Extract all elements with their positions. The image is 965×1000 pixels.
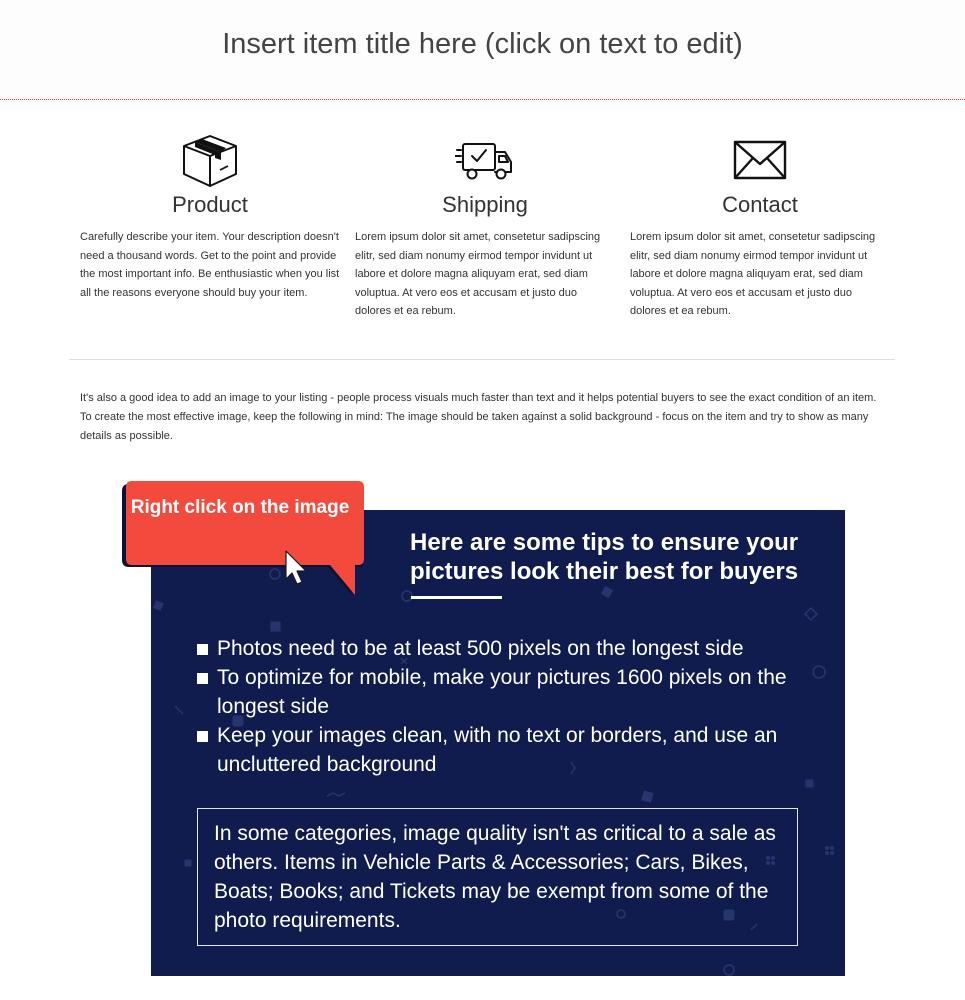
bullet-square-icon bbox=[197, 731, 208, 742]
truck-icon bbox=[455, 132, 515, 188]
callout-text: Right click on the image bbox=[130, 497, 350, 518]
feature-text: Carefully describe your item. Your description doesn't need a thousand words. Get to the point and provide the most important info. Be enthusiastic when you list all the reasons everyone should buy your item. bbox=[80, 231, 340, 299]
heading-underline bbox=[411, 596, 502, 599]
exemption-note-box bbox=[197, 808, 798, 946]
feature-text: Lorem ipsum dolor sit amet, consetetur sadipscing elitr, sed diam nonumy eirmod tempor invidunt ut labore et dolore magna aliquyam erat, sed diam voluptua. At vero eos et accusam et justo duo dolores et ea rebum. bbox=[355, 231, 601, 318]
envelope-icon bbox=[730, 132, 790, 188]
item-title[interactable]: Insert item title here (click on text to edit) bbox=[222, 28, 743, 60]
tip-item: Keep your images clean, with no text or borders, and use an uncluttered background bbox=[197, 721, 797, 779]
feature-heading: Product bbox=[172, 192, 248, 217]
section-divider bbox=[69, 359, 895, 360]
feature-product bbox=[80, 132, 340, 302]
feature-heading: Shipping bbox=[442, 192, 528, 217]
feature-shipping bbox=[355, 132, 615, 321]
bullet-square-icon bbox=[197, 644, 208, 655]
tip-item: Photos need to be at least 500 pixels on the longest side bbox=[197, 634, 797, 663]
feature-contact bbox=[630, 132, 890, 321]
dotted-divider bbox=[0, 99, 965, 100]
exemption-note: In some categories, image quality isn't as critical to a sale as others. Items in Vehicle Parts & Accessories; Cars, Bikes, Boats; Books; and Tickets may be exempt from some of the photo requirements. bbox=[214, 822, 776, 932]
tip-item: To optimize for mobile, make your pictures 1600 pixels on the longest side bbox=[197, 663, 797, 721]
box-icon bbox=[180, 132, 240, 188]
bullet-square-icon bbox=[197, 673, 208, 684]
feature-text: Lorem ipsum dolor sit amet, consetetur sadipscing elitr, sed diam nonumy eirmod tempor invidunt ut labore et dolore magna aliquyam erat, sed diam voluptua. At vero eos et accusam et justo duo dolores et ea rebum. bbox=[630, 231, 876, 318]
intro-paragraph: It's also a good idea to add an image to your listing - people process visuals much faster than text and it helps potential buyers to see the exact condition of an item. To create the most effective image, keep the following in mind: The image should be taken against a solid background - focus on the item and try to show as many details as possible. bbox=[80, 392, 877, 442]
tips-list bbox=[197, 634, 797, 779]
tips-heading: Here are some tips to ensure your pictures look their best for buyers bbox=[410, 529, 799, 585]
feature-heading: Contact bbox=[722, 192, 798, 217]
header bbox=[0, 0, 965, 100]
